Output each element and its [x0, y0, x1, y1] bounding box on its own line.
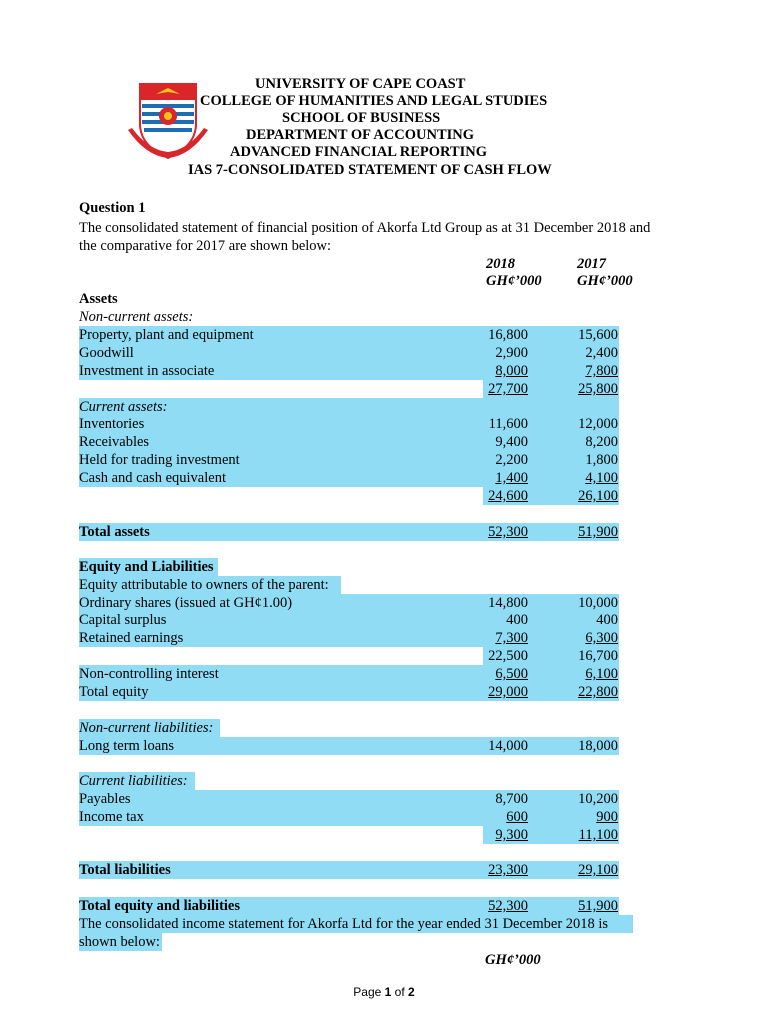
value-2018: 400	[506, 612, 528, 628]
table-row	[0, 362, 768, 380]
section-equity-liabilities: Equity and Liabilities	[79, 559, 214, 575]
value-2018: 11,600	[488, 416, 528, 432]
table-row	[0, 629, 768, 647]
table-row	[0, 415, 768, 433]
header-university: UNIVERSITY OF CAPE COAST	[255, 76, 466, 92]
subtotal-2018: 22,500	[488, 648, 528, 664]
table-row	[0, 523, 768, 541]
page-total: 2	[408, 985, 415, 999]
value-2018: 23,300	[488, 862, 528, 878]
section-current-assets: Current assets:	[79, 399, 168, 415]
of-word: of	[394, 985, 405, 999]
table-row	[0, 897, 768, 915]
table-row	[0, 861, 768, 879]
value-2018: 6,500	[495, 666, 528, 682]
subtotal-2017: 25,800	[578, 381, 618, 397]
header-college: COLLEGE OF HUMANITIES AND LEGAL STUDIES	[200, 93, 548, 109]
row-label: Total liabilities	[79, 862, 171, 878]
section-equity-attributable: Equity attributable to owners of the parent:	[79, 577, 329, 593]
value-2017: 8,200	[585, 434, 618, 450]
row-label: Capital surplus	[79, 612, 167, 628]
value-2017: 18,000	[578, 738, 618, 754]
value-2018: 14,800	[488, 595, 528, 611]
page-word: Page	[353, 985, 382, 999]
value-2017: 900	[596, 809, 618, 825]
row-label: Investment in associate	[79, 363, 215, 379]
row-label: Total equity	[79, 684, 149, 700]
value-2017: 7,800	[585, 363, 618, 379]
value-2018: 8,700	[495, 791, 528, 807]
value-2018: 52,300	[488, 898, 528, 914]
question-title: Question 1	[79, 200, 146, 216]
table-row	[0, 826, 768, 844]
subtotal-2017: 16,700	[578, 648, 618, 664]
row-label: Cash and cash equivalent	[79, 470, 226, 486]
section-non-current-assets: Non-current assets:	[79, 309, 194, 325]
subtotal-2018: 27,700	[488, 381, 528, 397]
table-row	[0, 326, 768, 344]
page-number: 1	[384, 985, 392, 999]
table-row	[0, 611, 768, 629]
value-2018: 1,400	[495, 470, 528, 486]
row-label: Long term loans	[79, 738, 175, 754]
header-topic: IAS 7-CONSOLIDATED STATEMENT OF CASH FLOW	[188, 162, 552, 178]
subtotal-2018: 24,600	[488, 488, 528, 504]
value-2018: 7,300	[495, 630, 528, 646]
subtotal-2017: 11,100	[578, 827, 618, 843]
value-2018: 16,800	[488, 327, 528, 343]
table-row	[0, 683, 768, 701]
university-crest-icon	[126, 80, 210, 162]
section-current-liabilities: Current liabilities:	[79, 773, 188, 789]
value-2018: 8,000	[495, 363, 528, 379]
table-row	[0, 665, 768, 683]
value-2017: 10,000	[578, 595, 618, 611]
row-label: Held for trading investment	[79, 452, 240, 468]
row-label: Non-controlling interest	[79, 666, 219, 682]
row-label: Income tax	[79, 809, 144, 825]
value-2017: 10,200	[578, 791, 618, 807]
col-2018-unit: GH¢’000	[486, 273, 542, 289]
row-label: Goodwill	[79, 345, 134, 361]
value-2017: 22,800	[578, 684, 618, 700]
income-intro-line2: shown below:	[79, 934, 160, 950]
table-row	[0, 594, 768, 612]
value-2017: 400	[596, 612, 618, 628]
row-label: Total assets	[79, 524, 150, 540]
value-2018: 9,400	[495, 434, 528, 450]
row-label: Inventories	[79, 416, 145, 432]
header-course: ADVANCED FINANCIAL REPORTING	[230, 144, 488, 160]
value-2018: 2,900	[495, 345, 528, 361]
value-2017: 29,100	[578, 862, 618, 878]
table-row	[0, 647, 768, 665]
table-row	[0, 737, 768, 755]
table-row	[0, 344, 768, 362]
col-2017-unit: GH¢’000	[577, 273, 633, 289]
col-2017-year: 2017	[577, 256, 606, 272]
page-footer	[0, 985, 768, 999]
value-2018: 52,300	[488, 524, 528, 540]
subtotal-2017: 26,100	[578, 488, 618, 504]
value-2017: 15,600	[578, 327, 618, 343]
table-row	[0, 487, 768, 505]
value-2017: 12,000	[578, 416, 618, 432]
table-row	[0, 380, 768, 398]
table-row	[0, 451, 768, 469]
table-row	[0, 469, 768, 487]
section-assets: Assets	[79, 291, 118, 307]
value-2017: 4,100	[585, 470, 618, 486]
value-2018: 2,200	[495, 452, 528, 468]
table-row	[0, 433, 768, 451]
row-label: Payables	[79, 791, 131, 807]
row-label: Receivables	[79, 434, 150, 450]
row-label: Total equity and liabilities	[79, 898, 241, 914]
income-intro-line1: The consolidated income statement for Akorfa Ltd for the year ended 31 December 2018 is	[79, 916, 609, 932]
income-unit: GH¢’000	[485, 952, 541, 968]
value-2017: 1,800	[585, 452, 618, 468]
value-2018: 14,000	[488, 738, 528, 754]
col-2018-year: 2018	[486, 256, 515, 272]
value-2017: 2,400	[585, 345, 618, 361]
row-label: Property, plant and equipment	[79, 327, 254, 343]
value-2017: 6,100	[585, 666, 618, 682]
table-row	[0, 808, 768, 826]
value-2017: 6,300	[585, 630, 618, 646]
header-department: DEPARTMENT OF ACCOUNTING	[246, 127, 475, 143]
value-2017: 51,900	[578, 898, 618, 914]
question-intro: The consolidated statement of financial position of Akorfa Ltd Group as at 31 December 2018 and the comparative for 2017 are shown below:	[79, 220, 651, 254]
value-2018: 29,000	[488, 684, 528, 700]
row-label: Retained earnings	[79, 630, 184, 646]
header-school: SCHOOL OF BUSINESS	[282, 110, 441, 126]
section-non-current-liabilities: Non-current liabilities:	[79, 720, 214, 736]
table-row	[0, 790, 768, 808]
row-label: Ordinary shares (issued at GH¢1.00)	[79, 595, 293, 611]
subtotal-2018: 9,300	[495, 827, 528, 843]
value-2017: 51,900	[578, 524, 618, 540]
value-2018: 600	[506, 809, 528, 825]
